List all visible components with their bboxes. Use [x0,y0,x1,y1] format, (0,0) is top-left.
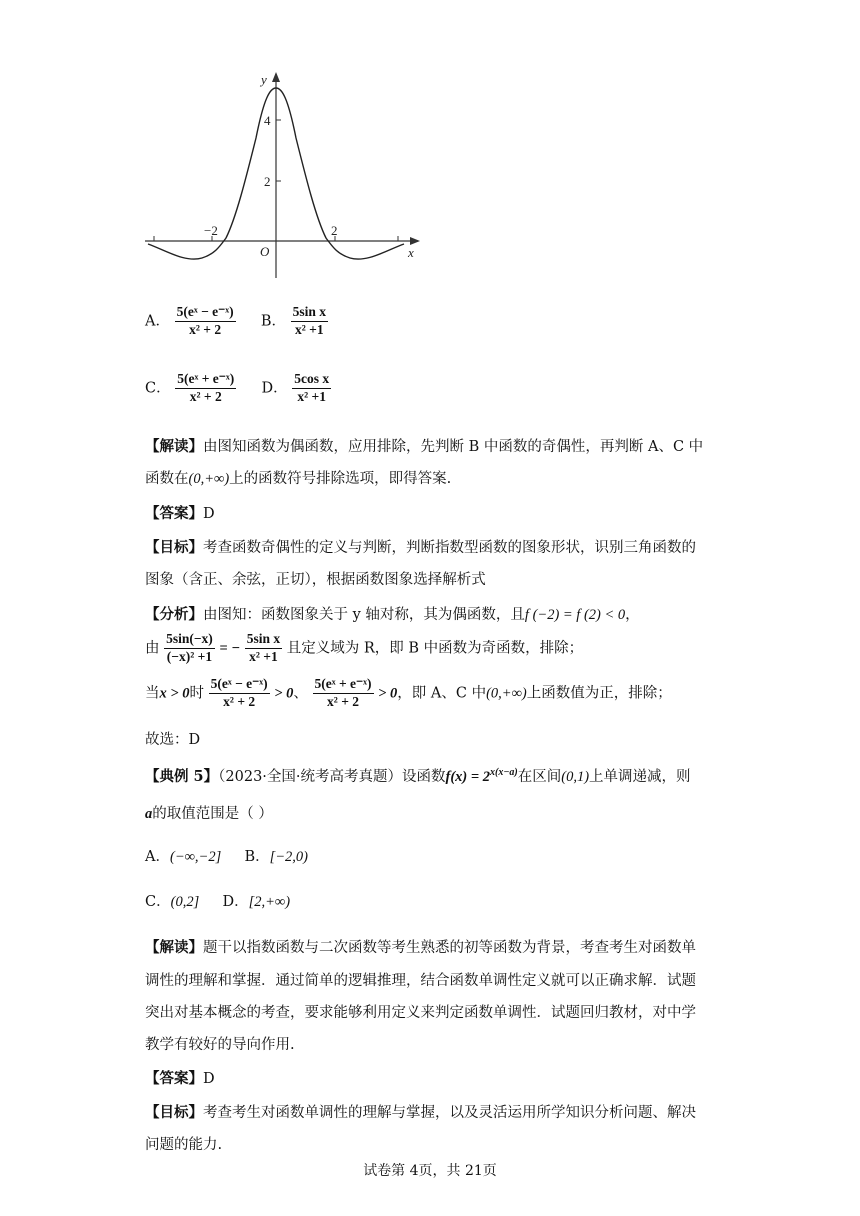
origin-label: O [260,244,270,259]
option-c-letter[interactable]: C． [145,380,171,397]
q5-jiedu-line4: 教学有较好的导向作用. [145,1037,295,1053]
option-row-ab [145,305,328,338]
y-tick-4: 4 [264,113,271,128]
q4-fenxi-line2: 由 $\frac{5\sin(-x)}{\text{(−x)² +1}}$ = − $\frac{\text{5sin x}}{\text{x² +1}}$ 且定义域为 R，即 B 中函数为奇函数，排除； [145,631,584,664]
option-b-fraction[interactable]: $\frac{\text{5sin x}}{\text{x² +1}}$ [292,304,326,337]
q4-mubiao-line1: 【目标】考查函数奇偶性的定义与判断，判断指数型函数的图象形状，识别三角函数的 [145,539,696,556]
x-axis-arrow [410,237,420,245]
q4-guxuan: 故选：D [145,732,201,748]
option-d-fraction[interactable]: $\frac{\text{5cos x}}{\text{x² +1}}$ [294,371,330,404]
q5-option-a[interactable]: A．(−∞,−2] [145,849,222,865]
q5-option-d[interactable]: D．[2,+∞) [222,894,291,910]
x-tick-neg2: −2 [204,223,218,238]
y-tick-2: 2 [264,174,271,189]
q5-title-line1: 【典例 5】（2023·全国·统考高考真题）设函数$f(x) = 2^{x(x-a)}$在区间(0,1)上单调递减，则 [145,767,691,785]
page-footer: 试卷第 4页，共 21页 [363,1163,497,1179]
q5-mubiao-line2: 问题的能力. [145,1137,223,1153]
q5-answer: 【答案】D [145,1070,215,1087]
q4-fenxi-line1: 【分析】由图知：函数图象关于 y 轴对称，其为偶函数，且f (−2) = f (2) < 0， [145,606,640,623]
q4-jiedu-line1: 【解读】由图知函数为偶函数，应用排除，先判断 B 中函数的奇偶性，再判断 A、C 中 [145,438,704,455]
q5-option-c[interactable]: C．(0,2] [145,894,200,910]
y-axis-arrow [272,72,280,82]
q5-jiedu-line2: 调性的理解和掌握．通过简单的逻辑推理，结合函数单调性定义就可以正确求解．试题 [145,973,696,989]
option-b-letter[interactable]: B． [260,313,286,330]
option-c-fraction[interactable]: $\frac{\text{5(eˣ + e⁻ˣ)}}{\text{x² + 2}}$ [177,371,235,404]
x-tick-2: 2 [331,223,338,238]
q5-jiedu-line3: 突出对基本概念的考查，要求能够利用定义来判定函数单调性．试题回归教材，对中学 [145,1005,696,1021]
q5-title-line2: a的取值范围是（ ） [145,806,273,822]
option-row-cd [145,372,331,405]
q5-jiedu-line1: 【解读】题干以指数函数与二次函数等考生熟悉的初等函数为背景，考查考生对函数单 [145,939,696,956]
option-a-letter[interactable]: A． [145,313,170,330]
function-graph [140,68,430,283]
q5-option-b[interactable]: B．[−2,0) [244,849,309,865]
q4-answer: 【答案】D [145,505,215,522]
x-axis-label: x [408,245,414,260]
q5-options-ab [145,845,308,866]
q5-options-cd [145,890,290,911]
q4-jiedu-line2: 函数在(0,+∞)上的函数符号排除选项，即得答案. [145,471,452,487]
q4-fenxi-line3: 当x > 0时 $\frac{\text{5(eˣ − e⁻ˣ)}}{\text{x² + 2}}$ > 0、 $\frac{\text{5(eˣ + e⁻ˣ)}}{\text{x² + 2}}$ > 0，即 A、C 中(0,+∞)上函数值为正，排除； [145,676,672,709]
q5-mubiao-line1: 【目标】考查考生对函数单调性的理解与掌握，以及灵活运用所学知识分析问题、解决 [145,1104,696,1121]
option-a-fraction[interactable]: $\frac{\text{5(eˣ − e⁻ˣ)}}{\text{x² + 2}}$ [176,304,234,337]
y-axis-label: y [261,72,267,87]
option-d-letter[interactable]: D． [261,380,288,397]
q4-mubiao-line2: 图象（含正、余弦，正切），根据函数图象选择解析式 [145,572,486,588]
